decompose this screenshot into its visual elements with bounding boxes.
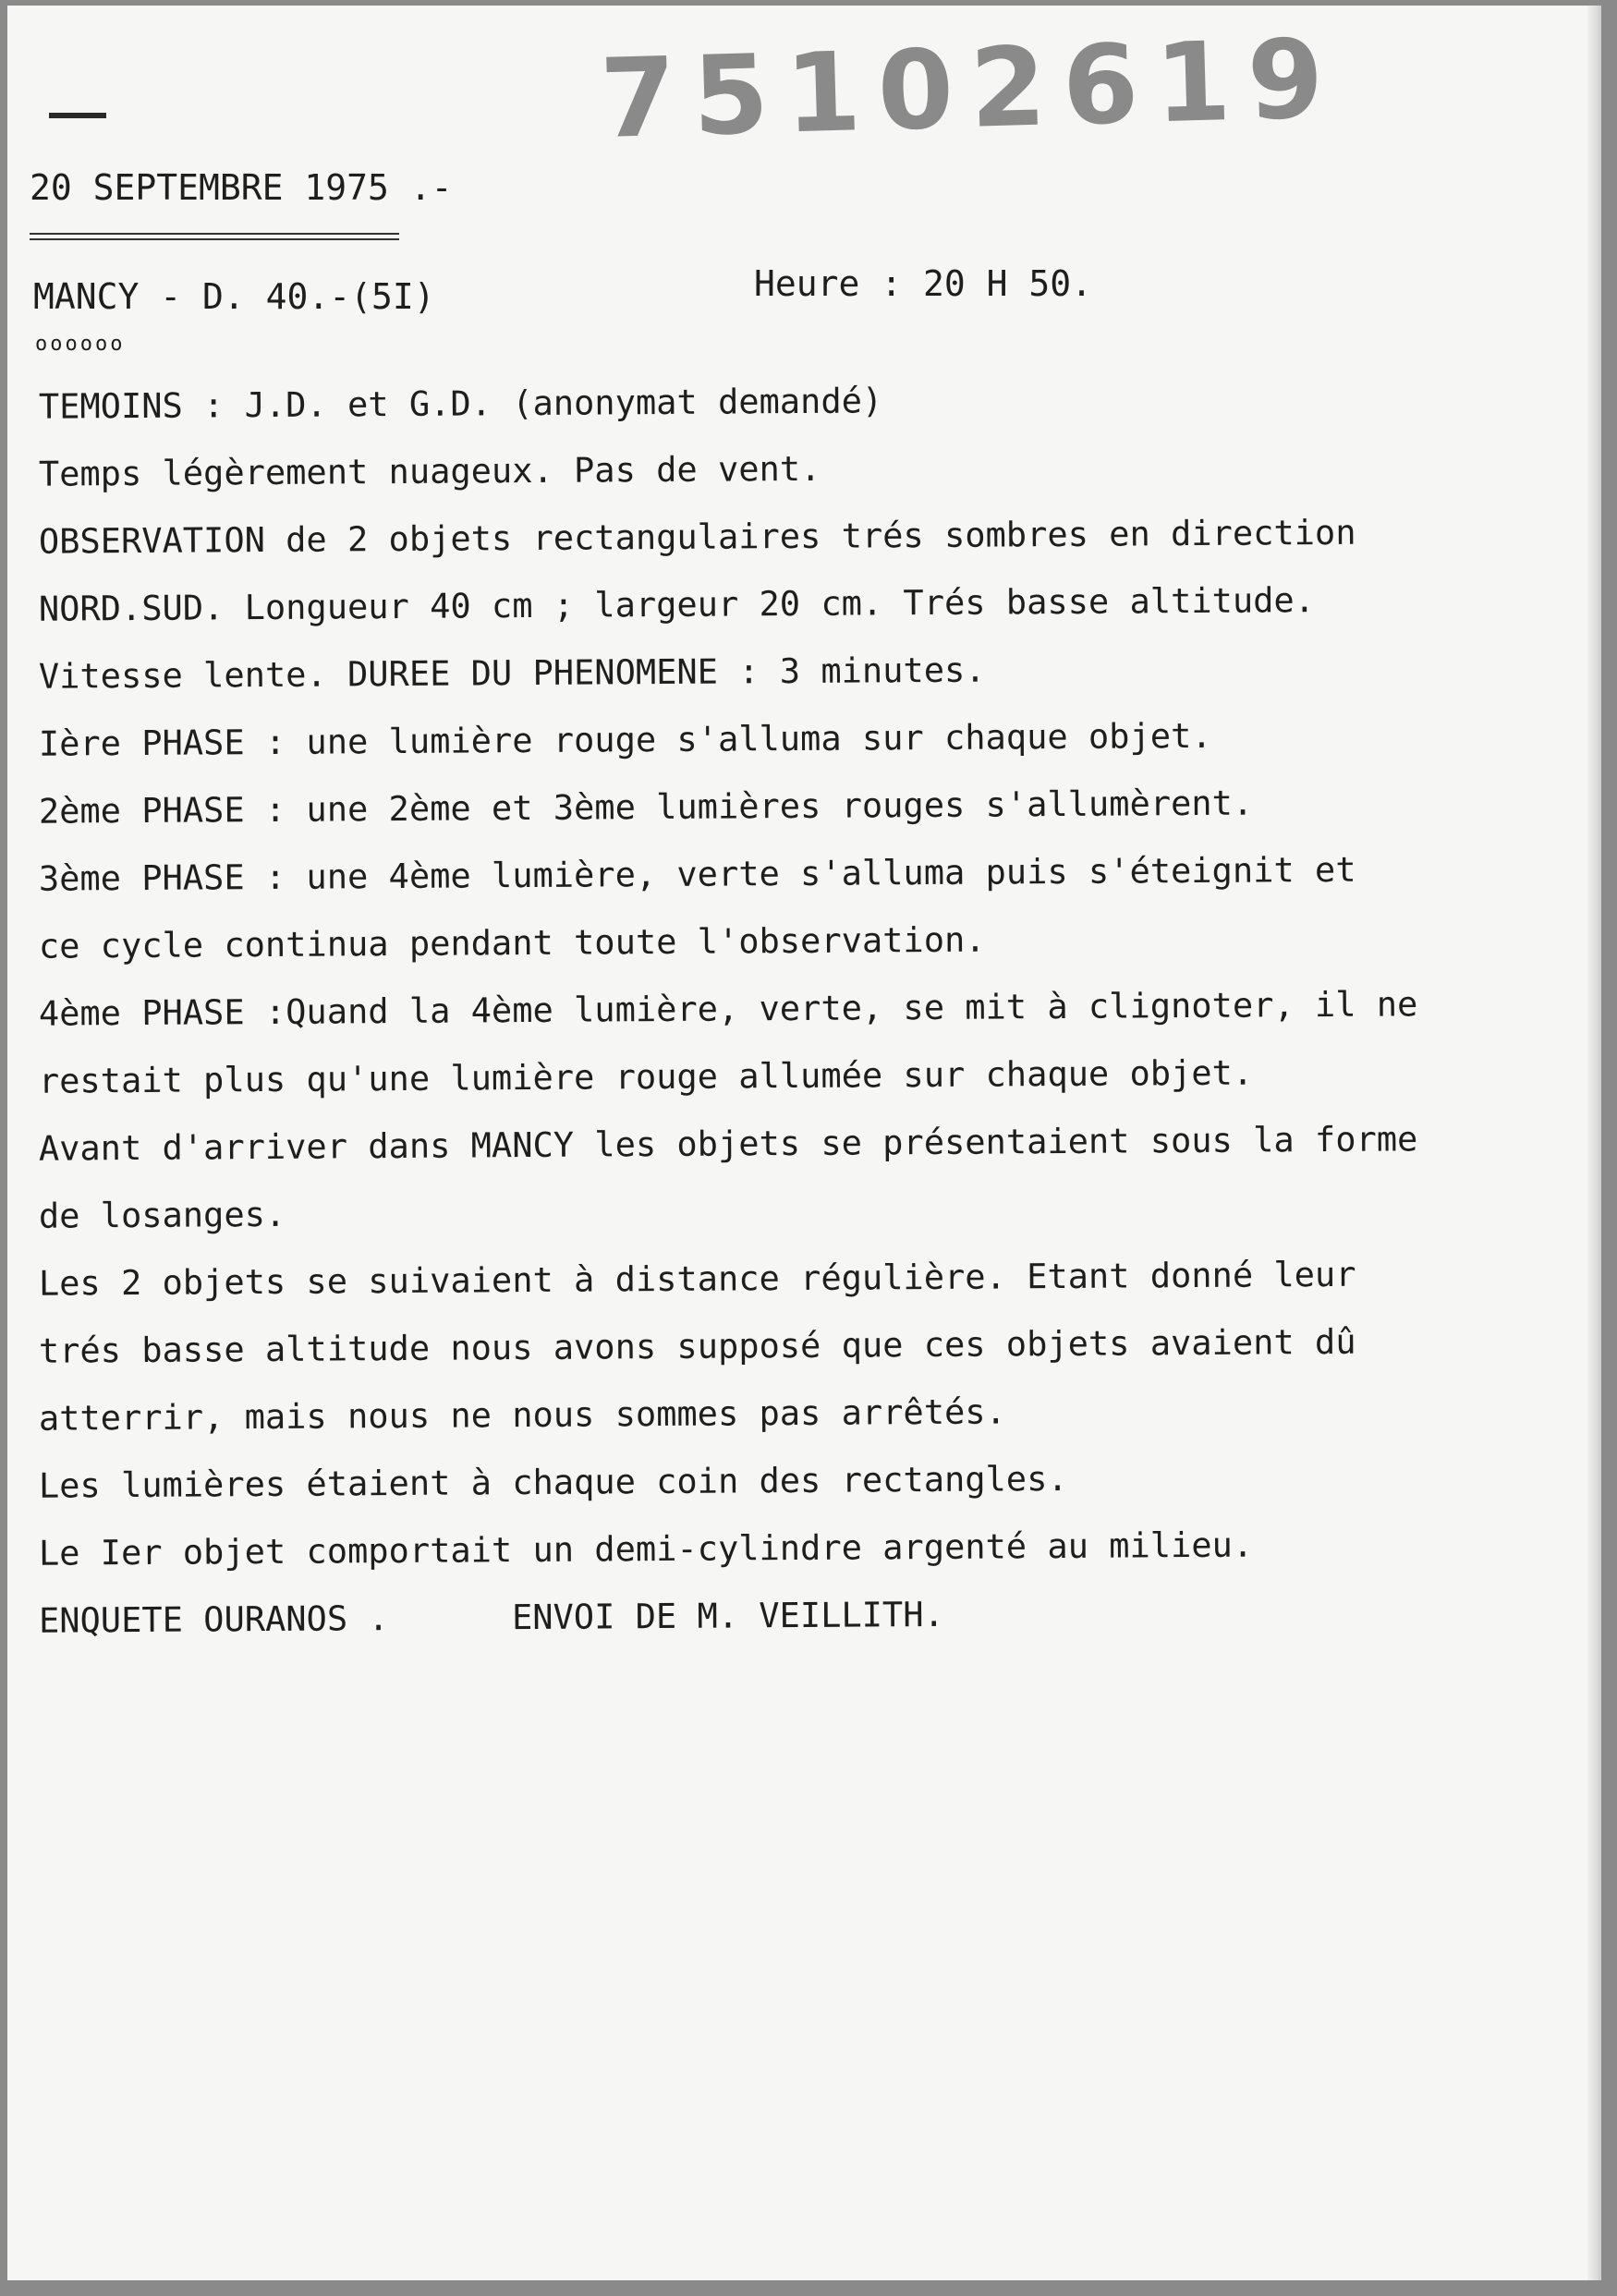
body-line: 4ème PHASE :Quand la 4ème lumière, verte, se mit à clignoter, il ne: [38, 984, 1418, 1034]
document-number: 75102619: [598, 14, 1343, 163]
document-page: [7, 6, 1601, 2280]
report-footer: [38, 1593, 1554, 1641]
body-line: Vitesse lente. DUREE DU PHENOMENE : 3 minutes.: [38, 650, 986, 697]
body-line: Temps légèrement nuageux. Pas de vent.: [38, 448, 821, 494]
footer-enquete: ENQUETE OURANOS .: [38, 1598, 389, 1641]
body-line: ce cycle continua pendant toute l'observation.: [38, 919, 986, 966]
body-line: Ière PHASE : une lumière rouge s'alluma sur chaque objet.: [38, 715, 1212, 764]
body-line: 2ème PHASE : une 2ème et 3ème lumières rouges s'allumèrent.: [38, 783, 1254, 832]
body-line: trés basse altitude nous avons supposé que ces objets avaient dû: [38, 1321, 1356, 1371]
body-line: 3ème PHASE : une 4ème lumière, verte s'alluma puis s'éteignit et: [38, 849, 1356, 899]
page-edge-shadow: [1587, 6, 1599, 2280]
body-line: OBSERVATION de 2 objets rectangulaires trés sombres en direction: [38, 512, 1356, 562]
body-line: Les 2 objets se suivaient à distance régulière. Etant donné leur: [38, 1254, 1356, 1304]
body-line: NORD.SUD. Longueur 40 cm ; largeur 20 cm. Trés basse altitude.: [38, 580, 1316, 629]
body-line: Les lumières étaient à chaque coin des rectangles.: [38, 1458, 1068, 1506]
body-line: Le Ier objet comportait un demi-cylindre argenté au milieu.: [38, 1525, 1254, 1573]
date-underline: [30, 233, 399, 240]
margin-dash: [49, 113, 106, 118]
body-line: atterrir, mais nous ne nous sommes pas arrêtés.: [38, 1391, 1006, 1439]
body-line: Avant d'arriver dans MANCY les objets se présentaient sous la forme: [38, 1119, 1418, 1169]
report-place: MANCY - D. 40.-(5I): [33, 276, 435, 317]
report-date: 20 SEPTEMBRE 1975 .-: [30, 167, 453, 208]
circle-row: oooooo: [35, 333, 126, 356]
report-body: [38, 381, 1554, 1641]
body-line: restait plus qu'une lumière rouge allumée sur chaque objet.: [38, 1052, 1254, 1101]
body-line: de losanges.: [38, 1194, 286, 1236]
footer-envoi: ENVOI DE M. VEILLITH.: [511, 1594, 944, 1638]
body-line: TEMOINS : J.D. et G.D. (anonymat demandé): [38, 381, 883, 427]
report-time: Heure : 20 H 50.: [754, 263, 1093, 304]
